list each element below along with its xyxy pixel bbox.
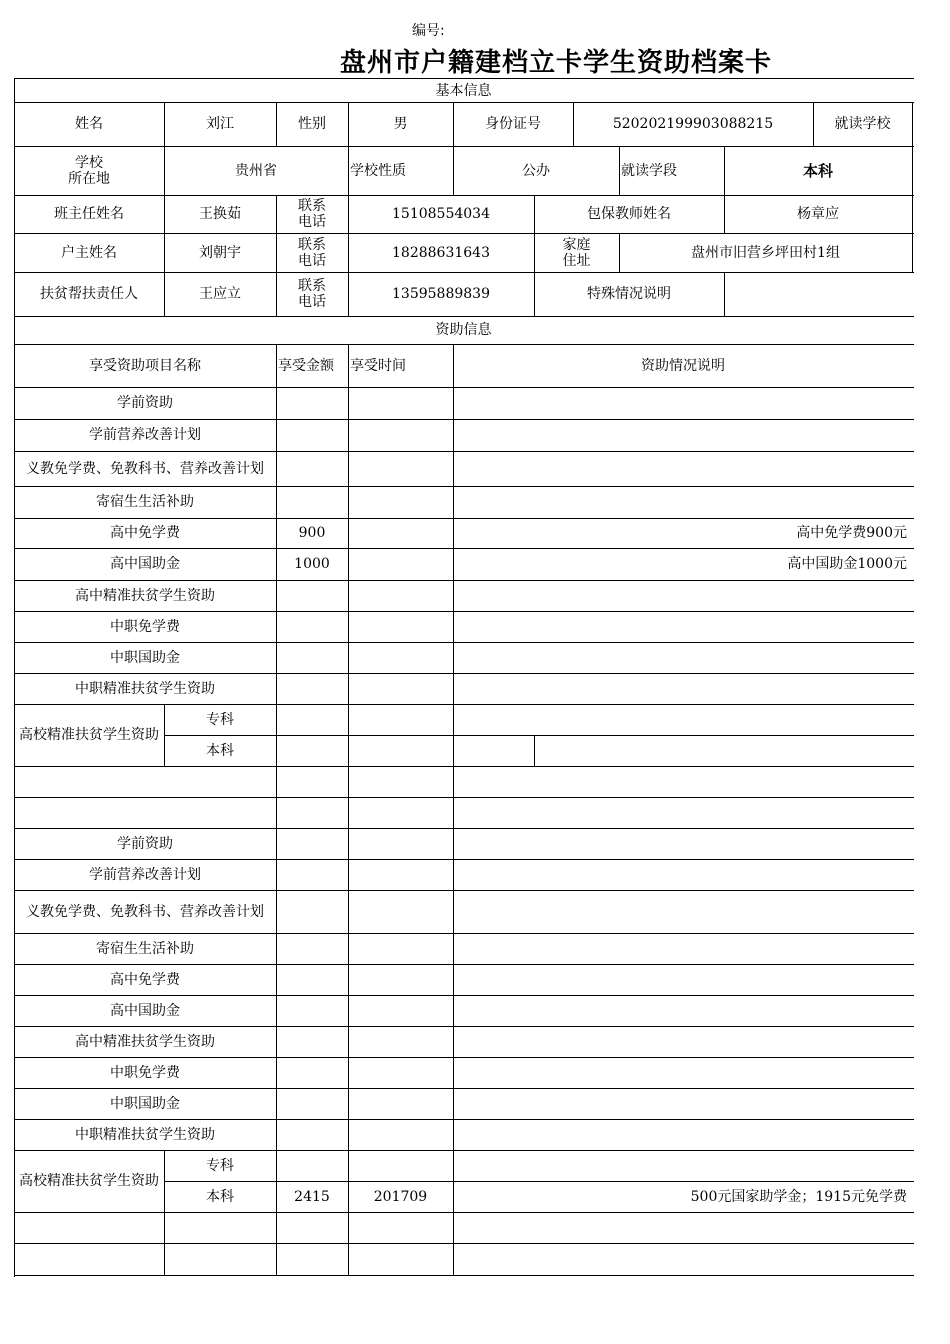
teacher-phone-value: 15108554034 [392, 206, 490, 222]
aid-item-amount [276, 1057, 348, 1088]
aid-item-description [534, 735, 913, 766]
aid-item-name: 高中精准扶贫学生资助 [75, 587, 215, 604]
school-location-value: 贵州省 [235, 162, 277, 179]
aid-item-time [348, 419, 453, 451]
aid-item-time [348, 451, 453, 486]
aid-item-amount [276, 387, 348, 419]
aid-item-time [348, 1150, 453, 1181]
grid-line [14, 797, 914, 798]
aid-item-name: 高中国助金 [110, 1002, 180, 1019]
aid-item-description [453, 859, 913, 890]
college-undergrad-label: 本科 [206, 742, 234, 759]
aid-item-name: 中职免学费 [110, 1064, 180, 1081]
householder-label: 户主姓名 [61, 244, 117, 261]
aid-item-time [348, 859, 453, 890]
grid-line [348, 766, 349, 829]
aid-item-amount [276, 995, 348, 1026]
grid-line [453, 1212, 454, 1276]
name-label: 姓名 [75, 116, 103, 132]
aid-item-description [453, 890, 913, 933]
college-undergrad-label: 本科 [206, 1188, 234, 1205]
aid-item-amount [276, 580, 348, 611]
grid-line [453, 766, 454, 829]
col-amount: 享受金额 [278, 357, 334, 374]
school-type-value: 公办 [522, 162, 550, 179]
poverty-helper-label: 扶贫帮扶责任人 [40, 286, 138, 302]
aid-item-time [348, 518, 453, 548]
aid-item-name: 学前营养改善计划 [89, 866, 201, 883]
aid-item-name: 中职免学费 [110, 618, 180, 635]
aid-item-amount [276, 735, 348, 766]
aid-item-name: 学前资助 [117, 835, 173, 852]
aid-item-time: 201709 [373, 1188, 428, 1205]
aid-item-name: 寄宿生生活补助 [96, 940, 194, 957]
poverty-helper-value: 王应立 [199, 286, 241, 302]
householder-value: 刘朝宇 [199, 244, 241, 261]
householder-phone-value: 18288631643 [392, 244, 490, 261]
aid-item-amount [276, 451, 348, 486]
aid-item-time [348, 486, 453, 518]
guarantor-teacher-label: 包保教师姓名 [587, 206, 671, 222]
col-project-name: 享受资助项目名称 [89, 357, 201, 374]
aid-item-time [348, 890, 453, 933]
aid-item-description [453, 419, 913, 451]
home-address-label: 家庭 住址 [562, 236, 591, 269]
householder-phone-label: 联系 电话 [298, 236, 326, 269]
college-aid-label: 高校精准扶贫学生资助 [19, 727, 159, 743]
school-stage-value: 本科 [802, 161, 833, 180]
aid-item-description [453, 828, 913, 859]
aid-item-time [348, 611, 453, 642]
aid-item-name: 高中免学费 [110, 525, 180, 541]
id-number-label: 身份证号 [485, 116, 541, 132]
aid-item-amount: 1000 [294, 556, 330, 572]
aid-item-description [453, 1119, 913, 1150]
grid-line [14, 1243, 914, 1244]
aid-item-time [348, 673, 453, 704]
aid-item-amount [276, 859, 348, 890]
aid-item-name: 学前营养改善计划 [89, 427, 201, 443]
grid-line [912, 195, 913, 234]
aid-item-description [453, 451, 913, 486]
aid-item-description: 高中免学费900元 [796, 525, 907, 541]
aid-item-description [453, 673, 913, 704]
aid-item-name: 高中精准扶贫学生资助 [75, 1033, 215, 1050]
page-title: 盘州市户籍建档立卡学生资助档案卡 [340, 48, 773, 78]
guarantor-teacher-value: 杨章应 [797, 206, 839, 222]
aid-item-name: 高中免学费 [110, 971, 180, 988]
name-value: 刘江 [206, 116, 234, 132]
aid-item-amount [276, 642, 348, 673]
aid-item-description [453, 1057, 913, 1088]
school-location-label: 学校 所在地 [68, 154, 110, 187]
grid-line [14, 766, 914, 767]
grid-line [276, 1212, 277, 1276]
aid-item-time [348, 580, 453, 611]
serial-number-label: 编号: [412, 23, 445, 39]
aid-item-time [348, 548, 453, 580]
aid-item-time [348, 964, 453, 995]
grid-line [348, 1212, 349, 1276]
grid-line [912, 233, 913, 273]
aid-item-amount [276, 704, 348, 735]
head-teacher-label: 班主任姓名 [54, 206, 124, 222]
school-label: 就读学校 [834, 116, 891, 132]
school-stage-label: 就读学段 [621, 162, 677, 179]
helper-phone-label: 联系 电话 [298, 278, 326, 310]
aid-item-name: 学前资助 [117, 395, 173, 411]
aid-item-time [348, 995, 453, 1026]
head-teacher-value: 王换茹 [199, 206, 241, 222]
aid-item-time [348, 1057, 453, 1088]
aid-item-description [453, 387, 913, 419]
aid-item-amount [276, 1119, 348, 1150]
aid-item-amount [276, 673, 348, 704]
college-aid-label: 高校精准扶贫学生资助 [19, 1173, 159, 1189]
aid-item-amount: 2415 [294, 1188, 330, 1205]
aid-item-description [453, 995, 913, 1026]
aid-item-time [348, 933, 453, 964]
aid-item-time [348, 1088, 453, 1119]
college-junior-label: 专科 [206, 1157, 234, 1174]
grid-line [912, 146, 913, 196]
aid-item-name: 义教免学费、免教科书、营养改善计划 [26, 903, 264, 920]
aid-item-amount [276, 486, 348, 518]
aid-item-description [453, 704, 913, 735]
helper-phone-value: 13595889839 [392, 286, 490, 302]
grid-line [912, 102, 913, 147]
home-address-value: 盘州市旧营乡坪田村1组 [691, 244, 840, 261]
aid-item-description [453, 1026, 913, 1057]
aid-item-time [348, 642, 453, 673]
teacher-phone-label: 联系 电话 [298, 198, 326, 230]
aid-item-amount [276, 828, 348, 859]
aid-item-amount [276, 933, 348, 964]
grid-line [14, 1212, 914, 1213]
aid-item-name: 寄宿生生活补助 [96, 494, 194, 510]
aid-item-name: 中职国助金 [110, 1095, 180, 1112]
gender-value: 男 [393, 116, 408, 132]
aid-item-amount [276, 890, 348, 933]
aid-item-amount [276, 419, 348, 451]
aid-item-description [453, 964, 913, 995]
aid-item-time [348, 387, 453, 419]
grid-line [14, 1275, 914, 1276]
aid-item-description [453, 611, 913, 642]
aid-item-amount: 900 [298, 525, 326, 541]
college-junior-label: 专科 [206, 711, 234, 728]
aid-item-name: 中职精准扶贫学生资助 [75, 1126, 215, 1143]
aid-item-name: 中职国助金 [110, 649, 180, 666]
aid-item-name: 义教免学费、免教科书、营养改善计划 [26, 460, 264, 477]
aid-item-description [453, 642, 913, 673]
aid-item-time [348, 735, 453, 766]
grid-line [164, 1212, 165, 1276]
school-type-label: 学校性质 [350, 162, 406, 179]
aid-item-description [453, 580, 913, 611]
basic-info-heading: 基本信息 [435, 82, 492, 99]
aid-item-time [348, 1119, 453, 1150]
aid-item-amount [276, 1088, 348, 1119]
aid-item-name: 高中国助金 [110, 556, 180, 572]
aid-item-amount [276, 1026, 348, 1057]
aid-item-description: 高中国助金1000元 [787, 556, 907, 572]
col-description: 资助情况说明 [641, 357, 725, 374]
aid-item-description [453, 486, 913, 518]
aid-item-time [348, 828, 453, 859]
gender-label: 性别 [298, 116, 326, 132]
aid-item-description [453, 933, 913, 964]
aid-item-description [453, 1088, 913, 1119]
special-note-value [724, 272, 912, 316]
aid-item-time [348, 704, 453, 735]
aid-item-amount [276, 1150, 348, 1181]
grid-line [276, 766, 277, 829]
aid-item-description: 500元国家助学金；1915元免学费 [690, 1188, 907, 1205]
aid-info-heading: 资助信息 [435, 322, 492, 338]
aid-item-amount [276, 611, 348, 642]
special-note-label: 特殊情况说明 [587, 286, 671, 302]
aid-item-time [348, 1026, 453, 1057]
aid-item-description [453, 1150, 913, 1181]
aid-item-amount [276, 964, 348, 995]
aid-item-name: 中职精准扶贫学生资助 [75, 680, 215, 697]
id-number-value: 520202199903088215 [612, 116, 774, 132]
col-time: 享受时间 [350, 357, 406, 374]
